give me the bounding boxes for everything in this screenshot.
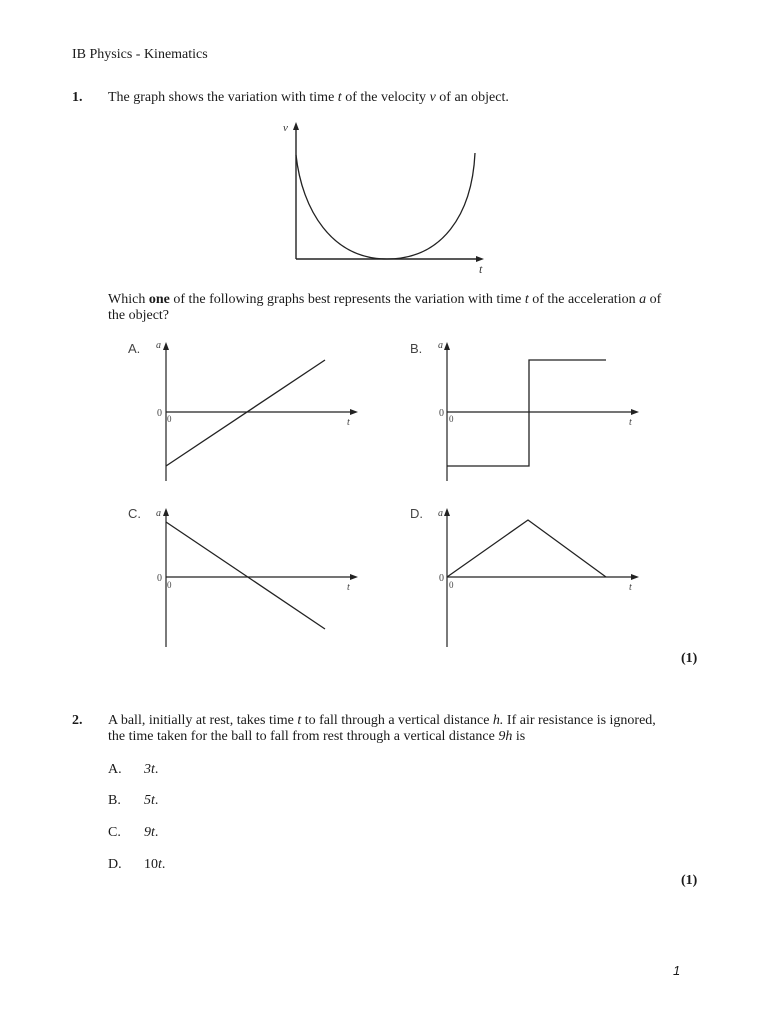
t-axis-label: t	[347, 417, 350, 428]
q2-option-b	[108, 793, 158, 809]
option-b-letter: B.	[410, 341, 423, 356]
velocity-time-graph	[270, 115, 500, 280]
t-axis-label: t	[479, 262, 483, 276]
q2-var-9h: 9h	[498, 729, 513, 744]
page-number: 1	[673, 963, 681, 978]
t-axis-arrow	[350, 574, 358, 580]
option-period: .	[154, 793, 159, 808]
q1-intro-text-2: of the velocity	[341, 90, 430, 105]
option-variable: t	[151, 825, 155, 840]
a-axis-arrow	[163, 342, 169, 350]
option-variable: t	[151, 793, 155, 808]
q1-intro-text-3: of an object.	[435, 90, 509, 105]
q1-question-text-2: of the following graphs best represents the variation with time	[169, 292, 525, 307]
velocity-curve	[296, 153, 475, 259]
option-letter: D.	[108, 857, 122, 872]
t-axis-label: t	[629, 417, 632, 428]
option-c-graph	[150, 504, 365, 652]
q1-intro-var-t: t	[337, 90, 342, 105]
option-number: 5	[144, 793, 151, 808]
q2-line-2	[108, 729, 525, 745]
option-period: .	[154, 762, 159, 777]
q1-marks: (1)	[681, 651, 698, 666]
v-axis-label: v	[283, 122, 288, 134]
t-axis-arrow	[631, 409, 639, 415]
q1-question-line-1	[108, 292, 661, 308]
q1-number: 1.	[72, 90, 83, 105]
q2-text-4: the time taken for the ball to fall from rest through a vertical distance	[108, 729, 499, 744]
a-axis-arrow	[444, 508, 450, 516]
option-letter: B.	[108, 793, 121, 808]
a-axis-arrow	[163, 508, 169, 516]
q2-text-5: is	[512, 729, 526, 744]
q2-text-3: If air resistance is ignored,	[503, 713, 656, 728]
acceleration-triangle	[447, 520, 606, 577]
q2-option-d	[108, 857, 165, 873]
q2-option-c	[108, 825, 158, 841]
q1-question-text-4: of	[646, 292, 662, 307]
q1-question-line-2: the object?	[108, 308, 170, 323]
q2-text-1: A ball, initially at rest, takes time	[108, 713, 298, 728]
q1-question-text-1: Which	[108, 292, 149, 307]
q1-intro-text-1: The graph shows the variation with time	[108, 90, 338, 105]
t-axis-arrow	[350, 409, 358, 415]
t-axis-label: t	[629, 582, 632, 593]
origin-label: 0	[449, 414, 454, 424]
origin-label: 0	[167, 580, 172, 590]
q1-question-var-a: a	[639, 292, 647, 307]
option-d-graph	[431, 504, 646, 652]
option-letter: A.	[108, 762, 122, 777]
option-period: .	[161, 857, 166, 872]
origin-label: 0	[449, 580, 454, 590]
page-title: IB Physics - Kinematics	[72, 47, 208, 62]
option-a-letter: A.	[128, 341, 141, 356]
option-a-graph	[150, 338, 365, 486]
a-axis-label: a	[438, 340, 443, 351]
q2-number: 2.	[72, 713, 83, 728]
option-d-letter: D.	[410, 506, 423, 521]
option-b-graph	[431, 338, 646, 486]
option-period: .	[154, 825, 159, 840]
q2-text-2: to fall through a vertical distance	[301, 713, 493, 728]
q2-var-h: h.	[492, 713, 504, 728]
option-letter: C.	[108, 825, 121, 840]
option-variable: t	[151, 762, 155, 777]
option-number: 9	[144, 825, 151, 840]
acceleration-line	[166, 522, 325, 629]
v-axis-arrow	[293, 122, 299, 130]
option-number: 10	[144, 857, 158, 872]
q1-intro	[108, 90, 509, 106]
q2-option-a	[108, 762, 158, 778]
zero-label: 0	[157, 408, 162, 419]
zero-label: 0	[439, 408, 444, 419]
zero-label: 0	[157, 573, 162, 584]
a-axis-label: a	[156, 508, 161, 519]
acceleration-step	[447, 360, 606, 466]
option-number: 3	[144, 762, 151, 777]
a-axis-arrow	[444, 342, 450, 350]
option-variable: t	[158, 857, 162, 872]
t-axis-label: t	[347, 582, 350, 593]
q2-marks: (1)	[681, 873, 698, 888]
acceleration-line	[166, 360, 325, 466]
q2-var-t: t	[297, 713, 302, 728]
t-axis-arrow	[631, 574, 639, 580]
q1-intro-var-v: v	[429, 90, 436, 105]
a-axis-label: a	[156, 340, 161, 351]
q1-question-var-t: t	[524, 292, 529, 307]
origin-label: 0	[167, 414, 172, 424]
q2-line-1	[108, 713, 656, 729]
a-axis-label: a	[438, 508, 443, 519]
q1-question-bold: one	[148, 292, 170, 307]
option-c-letter: C.	[128, 506, 141, 521]
q1-question-text-3: of the acceleration	[528, 292, 640, 307]
zero-label: 0	[439, 573, 444, 584]
